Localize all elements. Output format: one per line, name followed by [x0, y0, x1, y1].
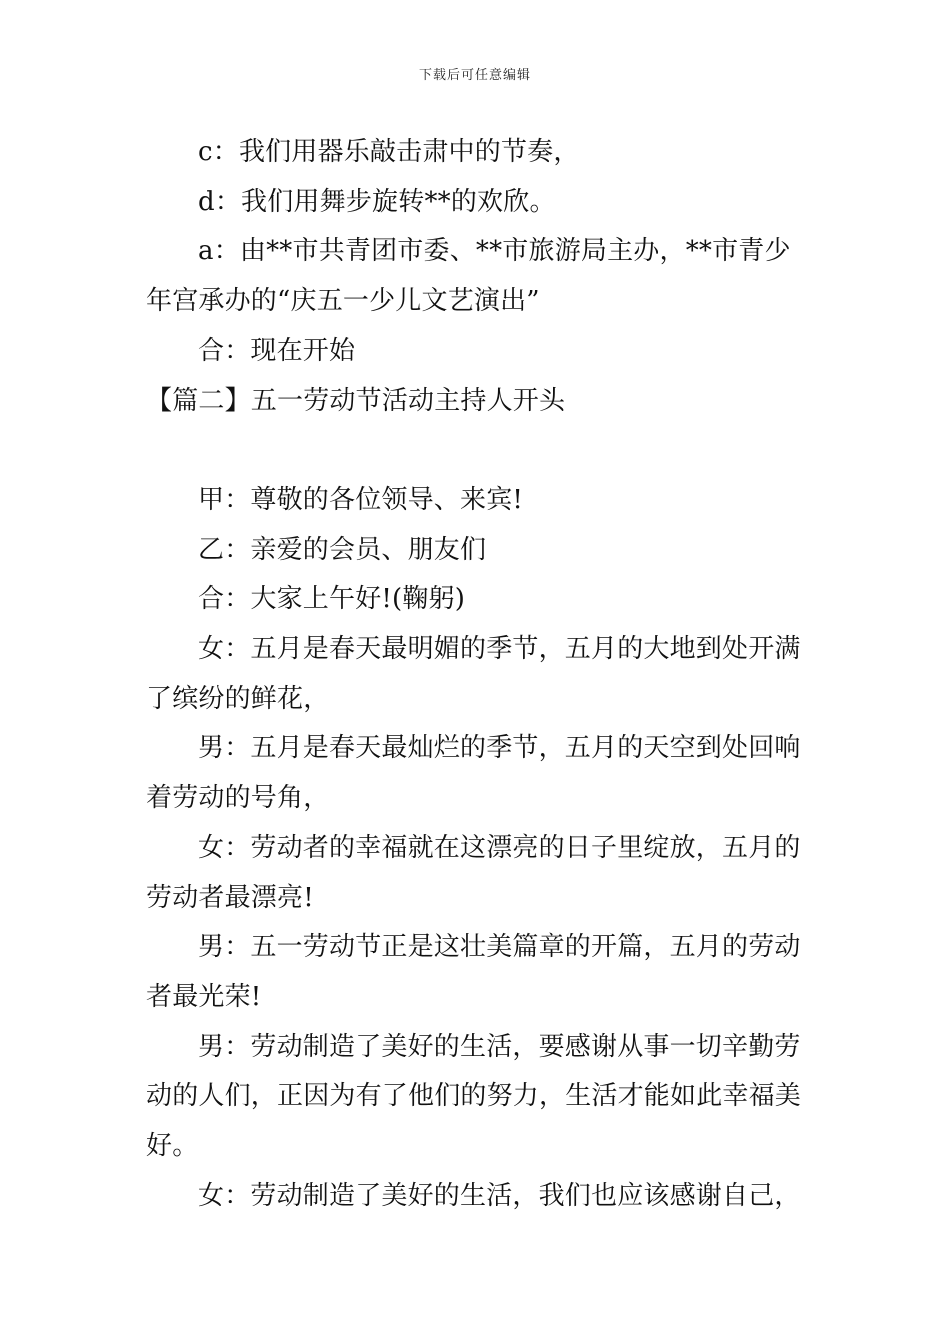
paragraph-line: 女：劳动制造了美好的生活，我们也应该感谢自己， [198, 1180, 801, 1211]
paragraph-line: 合：现在开始 [198, 335, 356, 366]
paragraph-line: a：由**市共青团市委、**市旅游局主办，**市青少年宫承办的“庆五一少儿文艺演出” [146, 236, 791, 317]
document-body [146, 128, 810, 1221]
blank-line [146, 426, 810, 476]
page-header: 下载后可任意编辑 [418, 68, 531, 83]
paragraph-line: 男：五一劳动节正是这壮美篇章的开篇，五月的劳动者最光荣! [146, 932, 801, 1012]
paragraph-line: 男：五月是春天最灿烂的季节，五月的天空到处回响着劳动的号角， [146, 733, 801, 814]
paragraph-line: 女：劳动者的幸福就在这漂亮的日子里绽放，五月的劳动者最漂亮! [146, 832, 801, 913]
paragraph-line: 女：五月是春天最明媚的季节，五月的大地到处开满了缤纷的鲜花， [146, 634, 801, 714]
paragraph-line: 合：大家上午好!(鞠躬) [198, 584, 466, 615]
paragraph-line: 甲：尊敬的各位领导、来宾! [198, 484, 524, 515]
section-heading: 【篇二】五一劳动节活动主持人开头 [146, 385, 566, 416]
paragraph-line: 乙：亲爱的会员、朋友们 [198, 534, 487, 565]
paragraph-line: d：我们用舞步旋转**的欢欣。 [198, 186, 556, 217]
paragraph-line: c：我们用器乐敲击肃中的节奏， [198, 137, 580, 167]
paragraph-line: 男：劳动制造了美好的生活，要感谢从事一切辛勤劳动的人们，正因为有了他们的努力，生活才能如此幸福美好。 [146, 1031, 802, 1162]
